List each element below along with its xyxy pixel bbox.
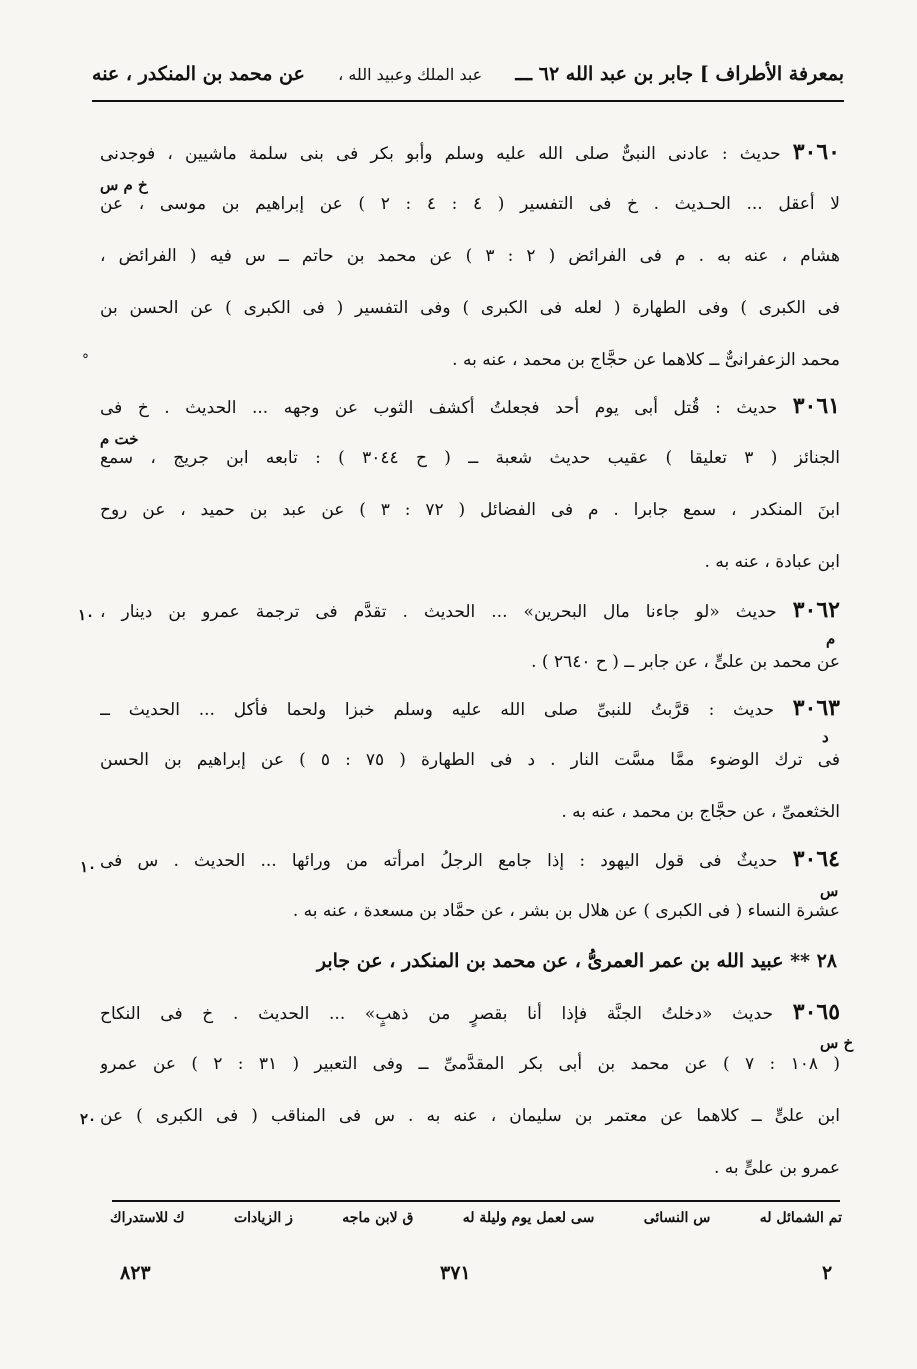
entry-number: ٣٠٦٥ bbox=[792, 999, 840, 1025]
section-heading bbox=[250, 950, 837, 990]
margin-siglum: خ س bbox=[820, 1034, 854, 1052]
entry-line: حديث «دخلتُ الجنَّة فإذا أنا بقصرٍ من ذهبٍ» ... الحديث . خ فى النكاح bbox=[100, 1004, 774, 1024]
entry-line: ( ١٠٨ : ٧ ) عن محمد بن أبى بكر المقدَّمىِّ ــ وفى التعبير ( ٣١ : ٢ ) عن عمرو bbox=[100, 1054, 840, 1074]
page-number-right: ٢ bbox=[822, 1262, 833, 1284]
margin-siglum: د bbox=[822, 728, 829, 746]
entry-number: ٣٠٦٢ bbox=[792, 597, 840, 623]
entry-line: حديث : قُتل أبى يوم أحد فجعلتُ أكشف الثوب عن وجهه ... الحديث . خ فى bbox=[100, 398, 778, 418]
entry-number: ٣٠٦١ bbox=[792, 393, 840, 419]
entry-line: لا أعقل ... الحـديث . خ فى التفسير ( ٤ : ٤ : ٢ ) عن إبراهيم بن موسى ، عن bbox=[100, 194, 840, 214]
abbrev-item: ق لابن ماجه bbox=[342, 1210, 414, 1226]
header-right: بمعرفة الأطراف ] جابر بن عبد الله ٦٢ ـــ bbox=[515, 63, 844, 85]
entry-line: ابن علىٍّ ــ كلاهما عن معتمر بن سليمان ، عنه به . س فى المناقب ( فى الكبرى ) عن bbox=[100, 1106, 840, 1126]
entry-line: حديث : قرَّبتُ للنبىِّ صلى الله عليه وسلم خبزا ولحما فأكل ... الحديث ــ bbox=[100, 700, 774, 720]
section-stars: ** bbox=[790, 950, 810, 972]
entry-line: فى الكبرى ) وفى الطهارة ( لعله فى الكبرى ) وفى التفسير ( فى الكبرى ) عن الحسن بن bbox=[100, 298, 840, 318]
hadith-entry-3065 bbox=[100, 998, 840, 1206]
abbrev-item: ز الزيادات bbox=[233, 1210, 293, 1226]
entry-line: ابن عبادة ، عنه به . bbox=[704, 552, 840, 572]
entry-line: حديثٌ فى قول اليهود : إذا جامع الرجلُ امرأته من ورائها ... الحديث . س فى bbox=[100, 851, 778, 871]
line-number: ٢٠ bbox=[80, 1110, 97, 1128]
section-number: ٢٨ bbox=[816, 950, 837, 972]
margin-siglum: س bbox=[820, 882, 839, 900]
entry-line: هشام ، عنه به . م فى الفرائض ( ٢ : ٣ ) عن محمد بن حاتم ــ س فيه ( الفرائض ، bbox=[100, 246, 840, 266]
abbreviation-key bbox=[110, 1210, 842, 1240]
hadith-entry-3064 bbox=[100, 845, 840, 949]
line-number: ١٠ bbox=[78, 606, 95, 624]
page-number-center: ٣٧١ bbox=[440, 1262, 471, 1284]
abbrev-item: ك للاستدراك bbox=[110, 1210, 185, 1226]
footer-rule bbox=[112, 1200, 840, 1202]
entry-number: ٣٠٦٠ bbox=[792, 139, 840, 165]
header-mid: عبد الملك وعبيد الله ، bbox=[338, 64, 483, 84]
margin-mark: ° bbox=[82, 352, 89, 368]
entry-number: ٣٠٦٣ bbox=[792, 695, 840, 721]
entry-line: عشرة النساء ( فى الكبرى ) عن هلال بن بشر ، عن حمَّاد بن مسعدة ، عنه به . bbox=[292, 901, 840, 921]
entry-line: فى ترك الوضوء ممَّا مسَّت النار . د فى الطهارة ( ٧٥ : ٥ ) عن إبراهيم بن الحسن bbox=[100, 750, 840, 770]
entry-line: حديث «لو جاءنا مال البحرين» ... الحديث . تقدَّم فى ترجمة عمرو بن دينار ، bbox=[100, 602, 777, 622]
entry-line: ابنَ المنكدر ، سمع جابرا . م فى الفضائل ( ٧٢ : ٣ ) عن عبد بن حميد ، عن روح bbox=[100, 500, 840, 520]
margin-siglum: خت م bbox=[100, 430, 139, 448]
entry-line: الجنائز ( ٣ تعليقا ) عقيب حديث شعبة ــ ( ح ٣٠٤٤ ) : تابعه ابن جريج ، سمع bbox=[100, 448, 840, 468]
section-title: عبيد الله بن عمر العمرىُّ ، عن محمد بن المنكدر ، عن جابر bbox=[316, 950, 784, 972]
entry-line: عن محمد بن علىٍّ ، عن جابر ــ ( ح ٢٦٤٠ ) . bbox=[531, 652, 840, 672]
entry-number: ٣٠٦٤ bbox=[792, 846, 840, 872]
entry-line: محمد الزعفرانىٌّ ــ كلاهما عن حجَّاج بن محمد ، عنه به . bbox=[452, 350, 840, 370]
margin-siglum: خ م س bbox=[100, 176, 148, 194]
hadith-entry-3062 bbox=[100, 596, 840, 700]
hadith-entry-3061 bbox=[100, 392, 840, 600]
line-number: ١٠ bbox=[80, 858, 97, 876]
margin-siglum: م bbox=[826, 630, 836, 648]
abbrev-item: تم الشمائل له bbox=[759, 1210, 842, 1226]
running-header bbox=[92, 54, 844, 102]
hadith-entry-3063 bbox=[100, 694, 840, 850]
abbrev-item: س النسائى bbox=[643, 1210, 711, 1226]
entry-line: عمرو بن علىٍّ به . bbox=[713, 1158, 840, 1178]
entry-line: حديث : عادنى النبىٌّ صلى الله عليه وسلم وأبو بكر فى بنى سلمة ماشيين ، فوجدنى bbox=[100, 144, 781, 164]
entry-line: الخثعمىِّ ، عن حجَّاج بن محمد ، عنه به . bbox=[561, 802, 840, 822]
header-left: عن محمد بن المنكدر ، عنه bbox=[92, 63, 305, 85]
abbrev-item: سى لعمل يوم وليلة له bbox=[462, 1210, 595, 1226]
hadith-entry-3060 bbox=[100, 138, 840, 398]
page-number-left: ٨٢٣ bbox=[120, 1262, 151, 1284]
